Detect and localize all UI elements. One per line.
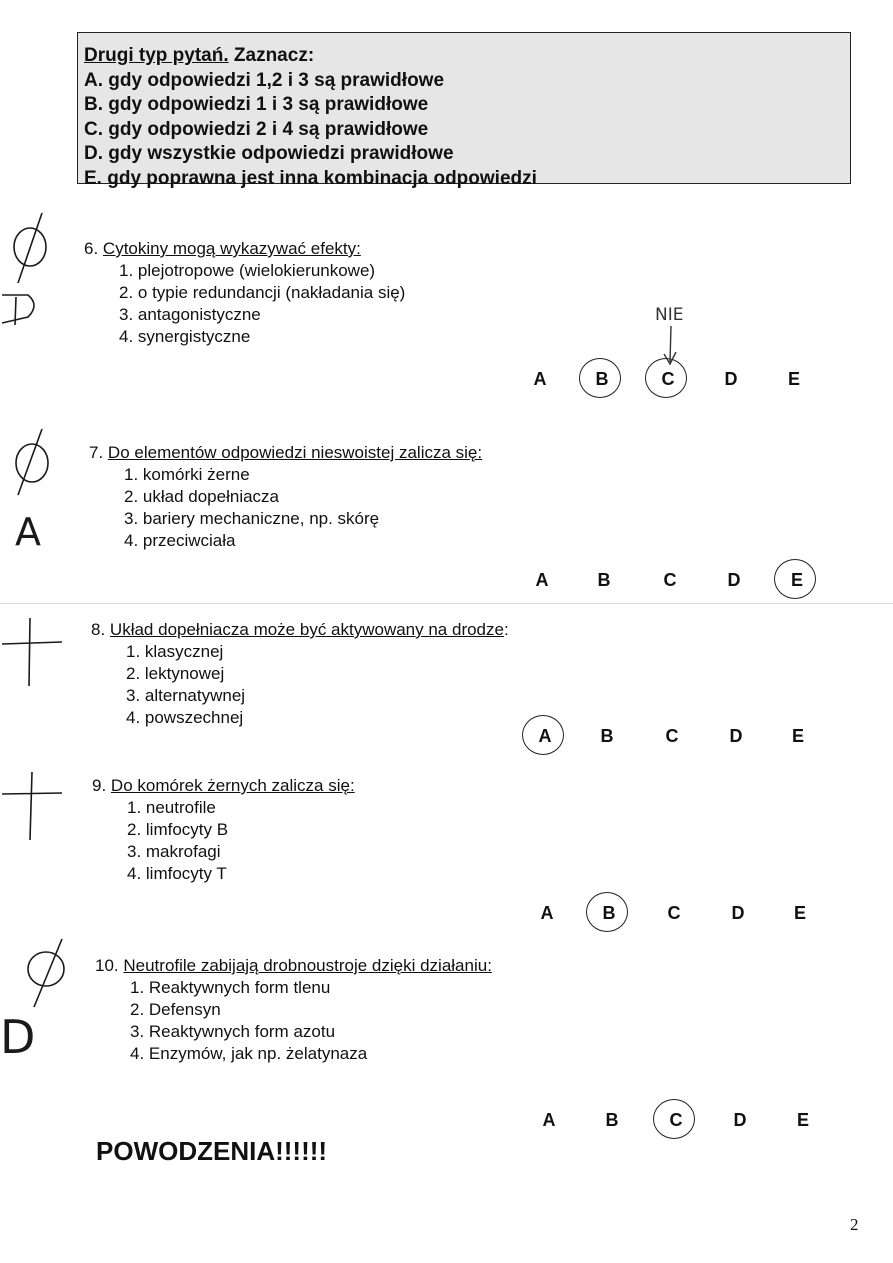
question-8-answer-d[interactable]: D (729, 726, 743, 746)
question-9-answer-b-label: B (602, 903, 616, 923)
question-9-option-2: 2. limfocyty B (127, 820, 229, 839)
handwritten-nie-text: NIE (655, 305, 684, 325)
question-9-answer-c[interactable]: C (667, 903, 681, 923)
question-6-answer-e[interactable]: E (787, 369, 800, 389)
question-8-answers (525, 721, 825, 751)
grading-mark-q7 (0, 425, 60, 555)
question-8-text: Układ dopełniacza może być aktywowany na drodze (109, 620, 504, 639)
instructions-heading (84, 44, 850, 69)
question-9-title (92, 775, 355, 797)
question-10-answer-c[interactable] (656, 1105, 696, 1135)
question-7-title (89, 442, 482, 464)
answer-circle-mark (522, 715, 564, 755)
answer-circle-mark (653, 1099, 695, 1139)
handwritten-nie-note (655, 300, 700, 370)
question-6-number: 6. (84, 239, 99, 258)
instruction-line-c: C. gdy odpowiedzi 2 i 4 są prawidłowe (84, 118, 429, 140)
question-6-option-1: 1. plejotropowe (wielokierunkowe) (119, 261, 376, 280)
question-6-option-2: 2. o typie redundancji (nakładania się) (119, 283, 406, 302)
question-10-option-2: 2. Defensyn (130, 1000, 221, 1019)
question-8 (91, 619, 509, 729)
question-10-answer-b[interactable]: B (605, 1110, 619, 1130)
grading-mark-q8-plus (0, 612, 70, 692)
question-8-option-2: 2. lektynowej (126, 664, 225, 683)
question-8-answer-a[interactable] (525, 721, 565, 751)
answer-circle-mark (586, 892, 628, 932)
question-8-answer-c[interactable]: C (665, 726, 679, 746)
instruction-line-b: B. gdy odpowiedzi 1 i 3 są prawidłowe (84, 94, 429, 115)
question-6-answer-a[interactable]: A (533, 369, 547, 389)
question-10-answer-c-label: C (669, 1110, 683, 1130)
question-6-option-4: 4. synergistyczne (119, 327, 251, 346)
instruction-line-d: D. gdy wszystkie odpowiedzi prawidłowe (84, 143, 454, 164)
question-6-text: Cytokiny mogą wykazywać efekty: (102, 239, 361, 258)
question-6-answer-b[interactable] (582, 364, 622, 394)
question-7-answer-d[interactable]: D (727, 570, 741, 590)
question-9 (92, 775, 355, 885)
question-10-option-1: 1. Reaktywnych form tlenu (130, 978, 331, 997)
question-6-answer-c-label: C (661, 369, 675, 389)
question-8-title (91, 619, 509, 641)
instructions-title: Drugi typ pytań. (84, 45, 229, 66)
question-7-answer-e[interactable] (777, 565, 817, 595)
good-luck-footer: POWODZENIA!!!!!! (96, 1136, 328, 1166)
question-10 (95, 955, 492, 1065)
question-10-title (95, 955, 492, 977)
question-7-answer-a[interactable]: A (535, 570, 549, 590)
question-9-number: 9. (92, 776, 107, 795)
question-8-answer-a-label: A (538, 726, 552, 746)
question-8-option-3: 3. alternatywnej (126, 686, 246, 705)
question-8-answer-b[interactable]: B (600, 726, 614, 746)
grading-mark-q6 (0, 205, 60, 330)
question-10-answer-d[interactable]: D (733, 1110, 747, 1130)
question-6-title (84, 238, 405, 260)
question-7-answer-c[interactable]: C (663, 570, 677, 590)
instructions-box (77, 32, 851, 189)
question-10-answer-a[interactable]: A (542, 1110, 556, 1130)
question-9-answer-d[interactable]: D (731, 903, 745, 923)
answer-circle-mark (579, 358, 621, 398)
page-number: 2 (850, 1215, 859, 1234)
question-10-option-3: 3. Reaktywnych form azotu (130, 1022, 336, 1041)
answer-circle-mark (774, 559, 816, 599)
question-10-answer-e[interactable]: E (796, 1110, 809, 1130)
grading-mark-q10 (0, 935, 80, 1060)
question-7-answer-b[interactable]: B (597, 570, 611, 590)
question-8-number: 8. (91, 620, 106, 639)
question-7-option-2: 2. układ dopełniacza (124, 487, 280, 506)
question-8-option-1: 1. klasycznej (126, 642, 224, 661)
question-9-answer-e[interactable]: E (793, 903, 806, 923)
question-7-option-3: 3. bariery mechaniczne, np. skórę (124, 509, 380, 528)
question-9-text: Do komórek żernych zalicza się: (110, 776, 355, 795)
instruction-line-e: E. gdy poprawna jest inna kombinacja odpowiedzi (84, 167, 537, 189)
handwritten-grade-q7: A (15, 510, 41, 554)
question-6-answer-b-label: B (595, 369, 609, 389)
handwritten-grade-q10: D (0, 1010, 36, 1060)
question-6-answer-d[interactable]: D (724, 369, 738, 389)
question-8-option-4: 4. powszechnej (126, 708, 244, 727)
question-10-text: Neutrofile zabijają drobnoustroje dzięki działaniu: (123, 956, 492, 975)
question-7-answers (522, 565, 832, 595)
paper-fold-line (0, 603, 893, 604)
question-7-option-1: 1. komórki żerne (124, 465, 250, 484)
question-9-option-1: 1. neutrofile (127, 798, 216, 817)
question-9-answers (527, 898, 827, 928)
question-9-option-4: 4. limfocyty T (127, 864, 227, 883)
question-6 (84, 238, 405, 348)
instructions-title-rest: Zaznacz: (228, 45, 315, 66)
question-6-option-3: 3. antagonistyczne (119, 305, 261, 324)
question-10-answers (529, 1105, 829, 1135)
question-7-number: 7. (89, 443, 104, 462)
question-7-text: Do elementów odpowiedzi nieswoistej zalicza się: (107, 443, 483, 462)
question-10-option-4: 4. Enzymów, jak np. żelatynaza (130, 1044, 368, 1063)
question-9-answer-b[interactable] (589, 898, 629, 928)
grading-mark-q9-plus (0, 768, 70, 848)
question-8-answer-e[interactable]: E (791, 726, 804, 746)
question-7 (89, 442, 482, 552)
question-9-answer-a[interactable]: A (540, 903, 554, 923)
question-8-title-rest: : (503, 620, 509, 639)
instruction-line-a: A. gdy odpowiedzi 1,2 i 3 są prawidłowe (84, 69, 445, 91)
question-7-option-4: 4. przeciwciała (124, 531, 236, 550)
question-7-answer-e-label: E (790, 570, 803, 590)
question-9-option-3: 3. makrofagi (127, 842, 221, 861)
question-10-number: 10. (95, 956, 119, 975)
